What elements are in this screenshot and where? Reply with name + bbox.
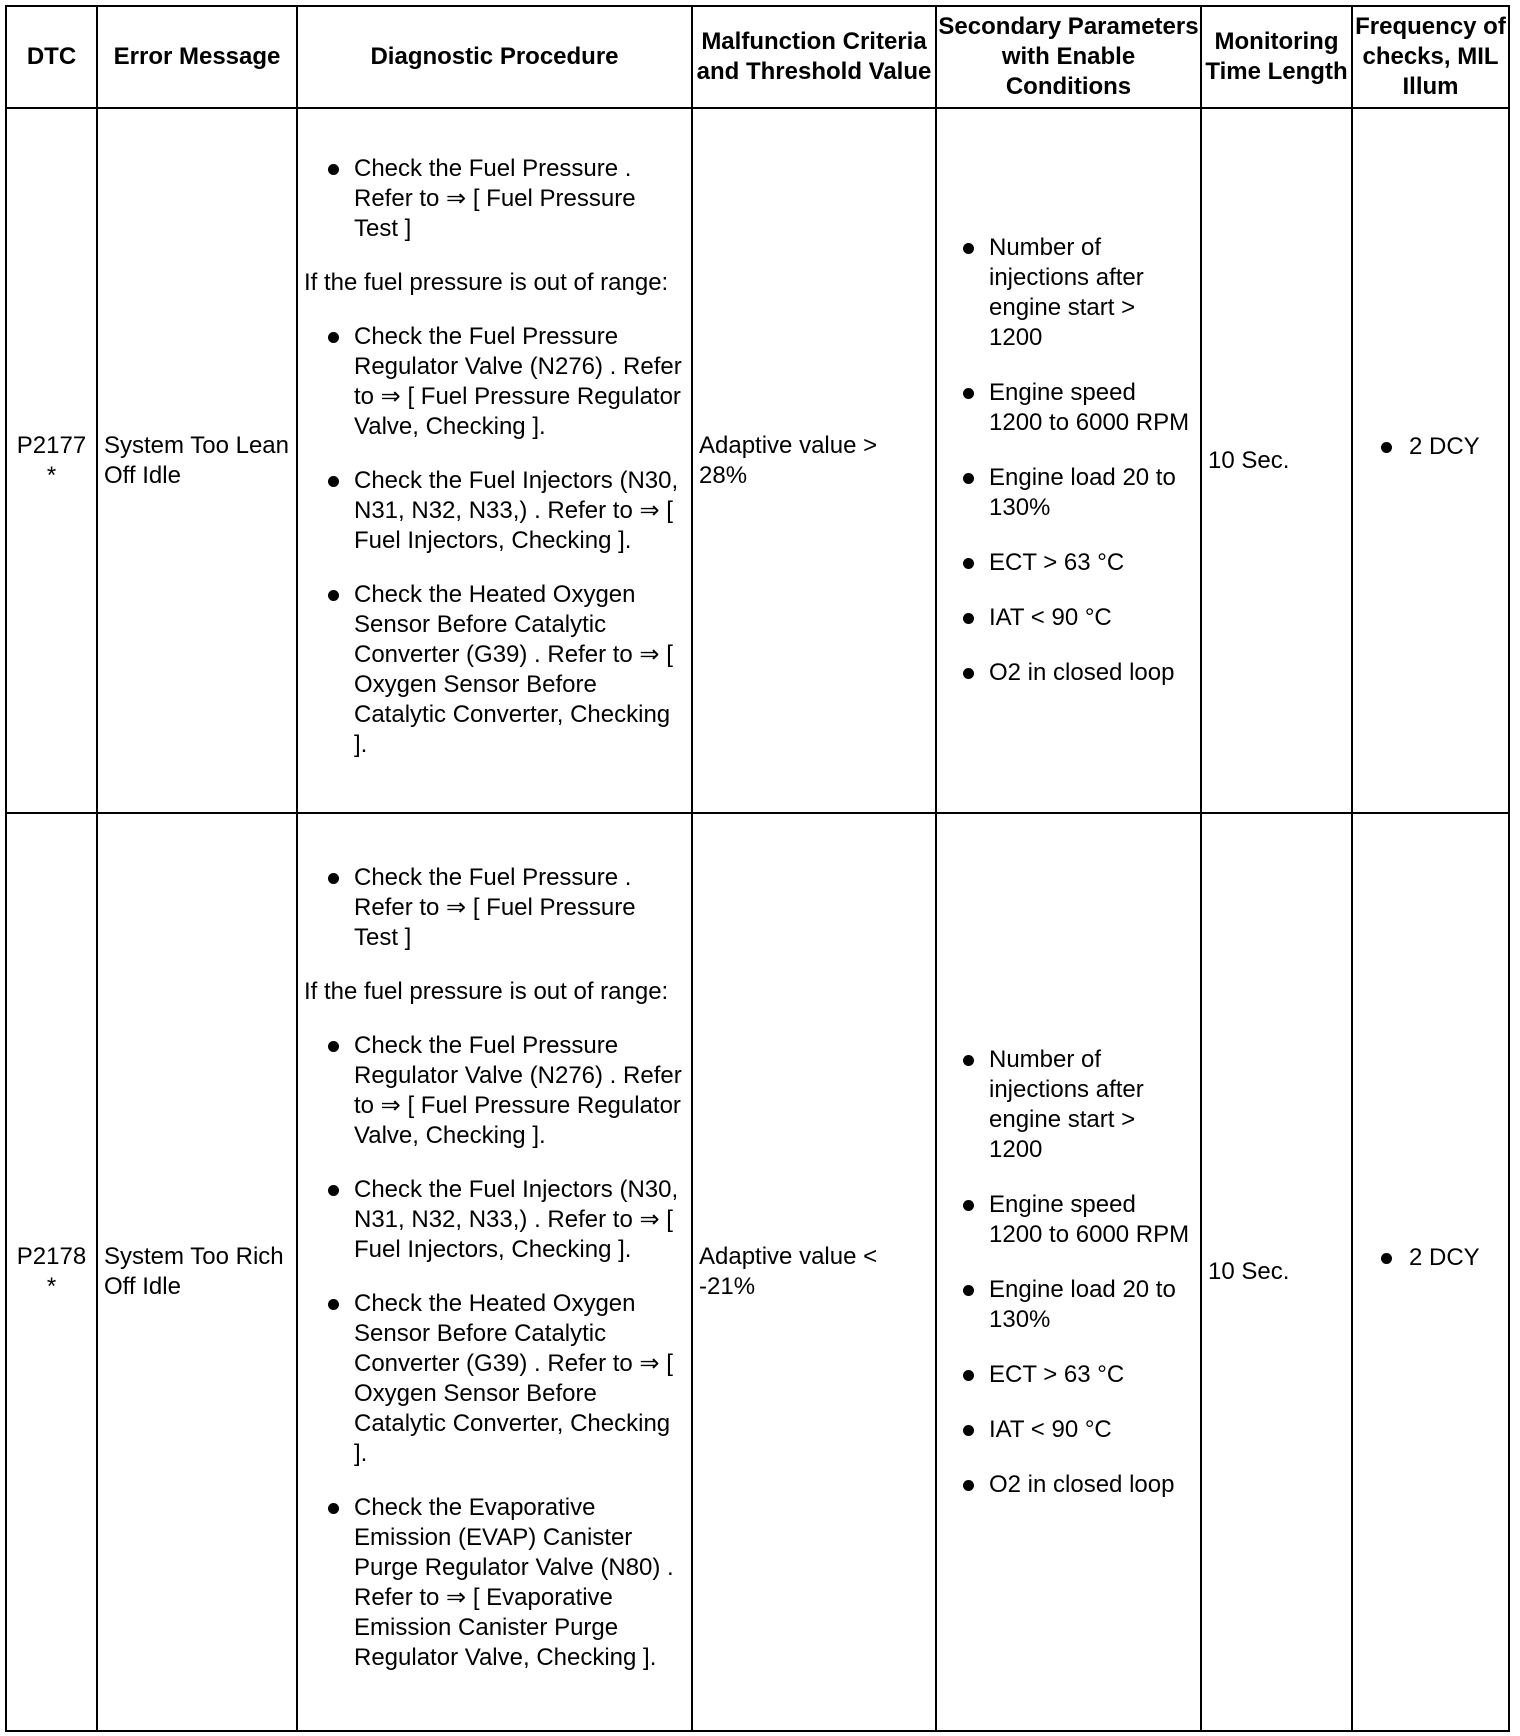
procedure-step: Check the Fuel Injectors (N30, N31, N32, N33,) . Refer to ⇒ [ Fuel Injectors, Checking ]. [304,1175,685,1265]
dtc-table [5,5,1510,1732]
header-secondary-parameters: Secondary Parameters with Enable Conditions [936,6,1201,108]
header-dtc: DTC [6,6,97,108]
table-row [6,813,1509,1731]
procedure-step: Check the Fuel Pressure Regulator Valve (N276) . Refer to ⇒ [ Fuel Pressure Regulator Valve, Checking ]. [304,1031,685,1151]
secondary-item: O2 in closed loop [939,658,1190,688]
procedure-step: Check the Fuel Injectors (N30, N31, N32, N33,) . Refer to ⇒ [ Fuel Injectors, Checking ]. [304,466,685,556]
secondary-item: ECT > 63 °C [939,1360,1190,1390]
procedure-step: Check the Heated Oxygen Sensor Before Catalytic Converter (G39) . Refer to ⇒ [ Oxygen Sensor Before Catalytic Converter, Checking ]. [304,580,685,760]
procedure-step: Check the Fuel Pressure . Refer to ⇒ [ Fuel Pressure Test ] [304,863,685,953]
diagnostic-procedure [297,813,692,1731]
secondary-item: Engine speed 1200 to 6000 RPM [939,378,1190,438]
dtc-mark: * [46,1273,57,1300]
procedure-step: Check the Evaporative Emission (EVAP) Canister Purge Regulator Valve (N80) . Refer to ⇒ [ Evaporative Emission Canister Purge Regulator Valve, Checking ]. [304,1493,685,1673]
secondary-item: Engine load 20 to 130% [939,463,1190,523]
table-row [6,108,1509,813]
header-monitoring-time: Monitoring Time Length [1201,6,1352,108]
error-message: System Too Lean Off Idle [97,108,297,813]
secondary-item: Number of injections after engine start > 1200 [939,233,1190,353]
procedure-note: If the fuel pressure is out of range: [304,268,669,296]
secondary-item: Engine load 20 to 130% [939,1275,1190,1335]
header-frequency: Frequency of checks, MIL Illum [1352,6,1509,108]
frequency-item: 2 DCY [1353,1243,1508,1273]
frequency-cell [1352,108,1509,813]
procedure-note: If the fuel pressure is out of range: [304,978,669,1005]
error-message: System Too Rich Off Idle [97,813,297,1731]
procedure-step: Check the Fuel Pressure . Refer to ⇒ [ Fuel Pressure Test ] [304,154,685,244]
dtc-code: P2178 [16,1243,87,1270]
secondary-parameters [936,813,1201,1731]
secondary-item: IAT < 90 °C [939,1415,1190,1445]
frequency-item: 2 DCY [1353,432,1508,462]
header-diagnostic-procedure: Diagnostic Procedure [297,6,692,108]
dtc-code: P2177 [16,431,87,459]
secondary-item: Engine speed 1200 to 6000 RPM [939,1190,1190,1250]
secondary-item: IAT < 90 °C [939,603,1190,633]
header-row [6,6,1509,108]
secondary-item: Number of injections after engine start > 1200 [939,1045,1190,1165]
malfunction-criteria: Adaptive value > 28% [692,108,936,813]
dtc-cell [6,813,97,1731]
dtc-cell [6,108,97,813]
secondary-item: ECT > 63 °C [939,548,1190,578]
monitoring-time: 10 Sec. [1201,813,1352,1731]
secondary-item: O2 in closed loop [939,1470,1190,1500]
dtc-mark: * [46,461,57,489]
malfunction-criteria: Adaptive value < -21% [692,813,936,1731]
header-error-message: Error Message [97,6,297,108]
procedure-step: Check the Fuel Pressure Regulator Valve (N276) . Refer to ⇒ [ Fuel Pressure Regulator Valve, Checking ]. [304,322,685,442]
diagnostic-procedure [297,108,692,813]
frequency-cell [1352,813,1509,1731]
secondary-parameters [936,108,1201,813]
header-malfunction-criteria: Malfunction Criteria and Threshold Value [692,6,936,108]
procedure-step: Check the Heated Oxygen Sensor Before Catalytic Converter (G39) . Refer to ⇒ [ Oxygen Sensor Before Catalytic Converter, Checking ]. [304,1289,685,1469]
monitoring-time: 10 Sec. [1201,108,1352,813]
